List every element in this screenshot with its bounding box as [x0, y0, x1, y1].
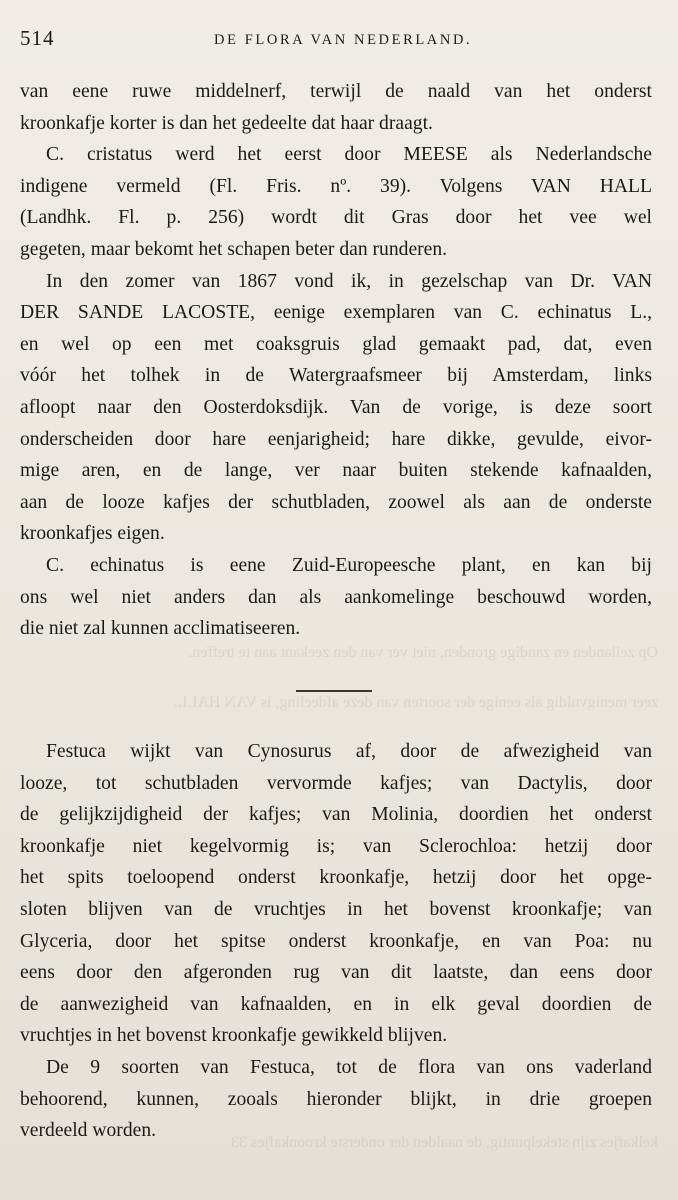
text-line: indigene vermeld (Fl. Fris. nº. 39). Volgens VAN HALL: [20, 175, 652, 197]
text-line: aan de looze kafjes der schutbladen, zoowel als aan de onderste: [20, 491, 652, 513]
text-line: kroonkafjes eigen.: [20, 523, 165, 545]
running-title: DE FLORA VAN NEDERLAND.: [214, 32, 473, 48]
paragraph: [20, 266, 652, 550]
text-line: afloopt naar den Oosterdoksdijk. Van de vorige, is deze soort: [20, 396, 652, 418]
show-through-text: kelkafjes zijn stekelpuntig, de naalden der onderste kroonkafjes 33: [231, 1134, 658, 1151]
paragraph: [20, 1052, 652, 1147]
paragraph: [20, 550, 652, 645]
text-line: vóór het tolhek in de Watergraafsmeer bij Amsterdam, links: [20, 365, 652, 387]
text-block-bottom: [20, 736, 652, 1147]
paragraph: [20, 76, 652, 139]
show-through-text: zeer menigvuldig als eenige der soorten van deze afdeeling, is VAN HALL.: [173, 694, 658, 711]
page-number: 514: [20, 26, 55, 50]
text-line: de gelijkzijdigheid der kafjes; van Molinia, doordien het onderst: [20, 804, 652, 826]
paragraph: [20, 139, 652, 265]
text-block-top: [20, 76, 652, 645]
text-line: De 9 soorten van Festuca, tot de flora van ons vaderland: [46, 1056, 652, 1078]
text-line: onderscheiden door hare eenjarigheid; hare dikke, gevulde, eivor-: [20, 428, 652, 450]
text-line: C. cristatus werd het eerst door MEESE als Nederlandsche: [46, 144, 652, 166]
running-head: [18, 26, 660, 52]
text-line: die niet zal kunnen acclimatiseeren.: [20, 618, 301, 640]
text-line: (Landhk. Fl. p. 256) wordt dit Gras door het vee wel: [20, 207, 652, 229]
text-line: de aanwezigheid van kafnaalden, en in elk geval doordien de: [20, 993, 652, 1015]
text-line: DER SANDE LACOSTE, eenige exemplaren van C. echinatus L.,: [20, 302, 652, 324]
paragraph: [20, 736, 652, 1052]
text-line: looze, tot schutbladen vervormde kafjes; van Dactylis, door: [20, 772, 652, 794]
section-separator: [296, 690, 372, 692]
text-line: Festuca wijkt van Cynosurus af, door de afwezigheid van: [46, 741, 652, 762]
text-line: eens door den afgeronden rug van dit laatste, dan eens door: [20, 962, 652, 984]
text-line: gegeten, maar bekomt het schapen beter dan runderen.: [20, 238, 448, 260]
text-line: en wel op een met coaksgruis glad gemaakt pad, dat, even: [20, 333, 652, 355]
text-line: ons wel niet anders dan als aankomelinge beschouwd worden,: [20, 586, 652, 608]
text-line: van eene ruwe middelnerf, terwijl de naald van het onderst: [20, 81, 652, 102]
text-line: kroonkafje niet kegelvormig is; van Sclerochloa: hetzij door: [20, 835, 652, 857]
text-line: verdeeld worden.: [20, 1120, 157, 1142]
text-line: C. echinatus is eene Zuid-Europeesche plant, en kan bij: [46, 554, 652, 576]
text-line: het spits toeloopend onderst kroonkafje, hetzij door het opge-: [20, 867, 652, 889]
text-line: vruchtjes in het bovenst kroonkafje gewikkeld blijven.: [20, 1025, 448, 1047]
text-line: mige aren, en de lange, ver naar buiten stekende kafnaalden,: [20, 460, 652, 482]
text-line: kroonkafje korter is dan het gedeelte dat haar draagt.: [20, 112, 433, 134]
text-line: sloten blijven van de vruchtjes in het bovenst kroonkafje; van: [20, 898, 652, 920]
show-through-text: Op zeilanden en zandige gronden, niet ver van den zeekant aan te treffen.: [188, 644, 658, 661]
text-line: Glyceria, door het spitse onderst kroonkafje, en van Poa: nu: [20, 930, 652, 952]
text-line: In den zomer van 1867 vond ik, in gezelschap van Dr. VAN: [46, 270, 652, 292]
text-line: behoorend, kunnen, zooals hieronder blijkt, in drie groepen: [20, 1088, 652, 1110]
